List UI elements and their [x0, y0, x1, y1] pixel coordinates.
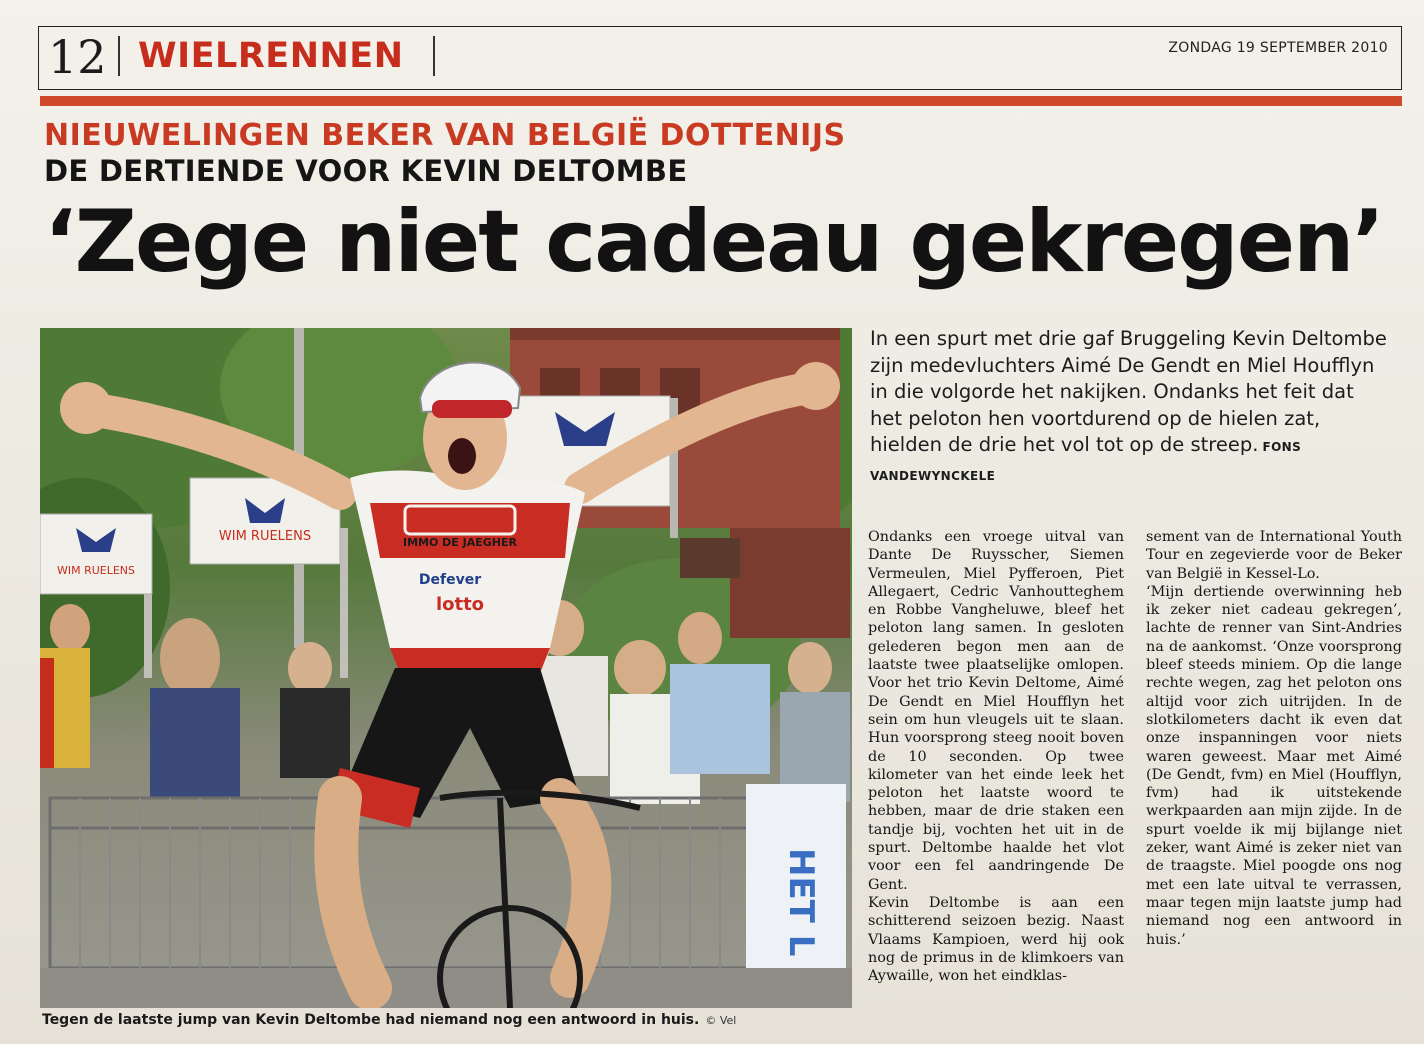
body-paragraph: ‘Mijn dertiende overwinning heb ik zeker niet cadeau gekregen’, lachte de renner van Sint-Andries na de aankomst. ‘Onze voorsprong bleef steeds miniem. Op die lange rechte wegen, zag het peloton ons altijd voor zich uitrijden. In de slotkilometers dacht ik even dat onze inspanningen voor niets waren geweest. Maar met Aimé (De Gendt, fvm) en Miel (Houfflyn, fvm) had ik uitstekende werkpaarden aan mijn zijde. In de spurt voelde ik mij bijlange niet zeker, want Aimé is zeker niet van de traagste. Miel poogde ons nog met een late uitval te verrassen, maar tegen mijn laatste jump had niemand nog een antwoord in huis.’ — [1146, 583, 1402, 948]
red-rule — [40, 96, 1402, 106]
jersey-sponsor-2: MENEN — [439, 550, 481, 561]
photo-caption — [42, 1012, 736, 1028]
article-intro — [870, 326, 1390, 489]
barrier-banner-text: HET L — [781, 848, 821, 957]
article-headline: ‘Zege niet cadeau gekregen’ — [44, 192, 1383, 292]
article-photo — [40, 328, 852, 1008]
body-column-2 — [1146, 528, 1402, 949]
section-title: WIELRENNEN — [138, 36, 404, 76]
body-paragraph: Kevin Deltombe is aan een schitterend seizoen bezig. Naast Vlaams Kampioen, werd hij ook nog de primus in de klimkoers van Aywaille, won het eindklas- — [868, 894, 1124, 985]
article-subkicker: DE DERTIENDE VOOR KEVIN DELTOMBE — [44, 154, 688, 188]
issue-date: ZONDAG 19 SEPTEMBER 2010 — [1168, 40, 1388, 56]
photo-credit: © Vel — [705, 1014, 737, 1027]
caption-text: Tegen de laatste jump van Kevin Deltombe had niemand nog een antwoord in huis. — [42, 1012, 700, 1028]
intro-text: In een spurt met drie gaf Bruggeling Kevin Deltombe zijn medevluchters Aimé De Gendt en Miel Houfflyn in die volgorde het nakijken. Ondanks het feit dat het peloton hen voortdurend op de hielen zat, hielden de drie het vol tot op de streep. — [870, 327, 1387, 456]
jersey-sponsor-4: lotto — [435, 594, 485, 615]
byline: FONS VANDEWYNCKELE — [870, 440, 1302, 483]
body-paragraph: Ondanks een vroege uitval van Dante De Ruysscher, Siemen Vermeulen, Miel Pyfferoen, Piet Allegaert, Cedric Vanhoutteghem en Robbe Vangheluwe, bleef het peloton lang samen. In gesloten gelederen begon men aan de laatste twee plaatselijke omlopen. Voor het trio Kevin Deltome, Aimé De Gendt en Miel Houfflyn het sein om hun vleugels uit te slaan. Hun voorsprong steeg nooit boven de 10 seconden. Op twee kilometer van het einde leek het peloton het laatste woord te hebben, maar de drie staken een tandje bij, vochten het uit in de spurt. Deltombe haalde het vlot voor een fel aandringende De Gent. — [868, 529, 1124, 893]
header-divider — [118, 36, 120, 76]
body-column-1 — [868, 528, 1124, 985]
body-paragraph: sement van de International Youth Tour en zegevierde voor de Beker van België in Kessel-Lo. — [1146, 529, 1402, 582]
banner-wim-ruelens: WIM RUELENS — [218, 529, 312, 544]
jersey-sponsor-3: Defever — [418, 572, 482, 588]
banner-wim-ruelens-2: WIM RUELENS — [56, 564, 136, 577]
page-number: 12 — [48, 30, 107, 84]
cyclist-photo — [40, 328, 852, 1008]
header-divider — [433, 36, 435, 76]
article-kicker: NIEUWELINGEN BEKER VAN BELGIË DOTTENIJS — [44, 118, 846, 153]
jersey-sponsor-1: IMMO DE JAEGHER — [403, 536, 517, 549]
